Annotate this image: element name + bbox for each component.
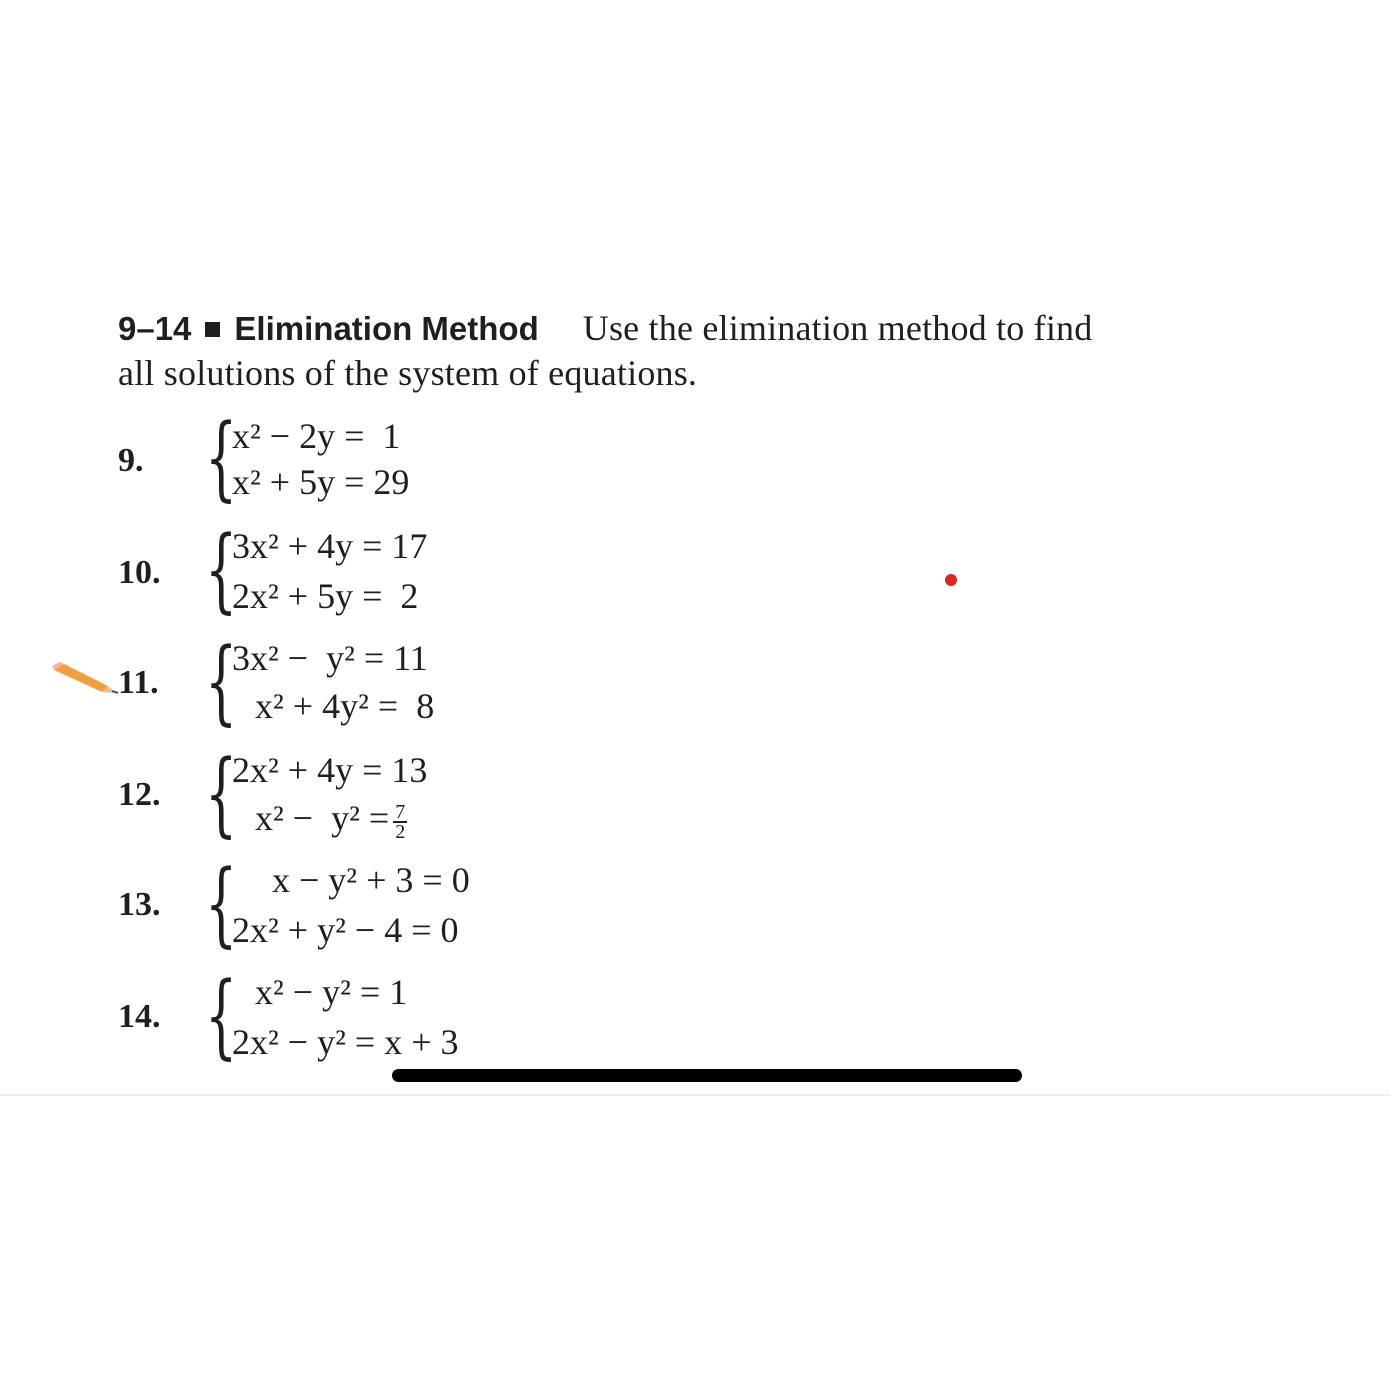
square-bullet-icon — [205, 322, 220, 337]
problem-number: 10. — [118, 554, 161, 591]
left-brace: { — [205, 850, 238, 957]
instruction-line-1: Use the elimination method to find — [582, 308, 1093, 348]
equation-2: 2x² + y² − 4 = 0 — [232, 910, 459, 950]
left-brace: { — [205, 628, 238, 735]
equation-2: 2x² + 5y = 2 — [232, 576, 419, 616]
problem-number: 11. — [118, 664, 159, 701]
equation-2: x² + 4y² = 8 — [255, 686, 435, 726]
problem-9 — [0, 404, 900, 516]
problem-14 — [0, 962, 900, 1072]
section-header — [118, 306, 1358, 395]
scroll-indicator[interactable] — [392, 1069, 1022, 1082]
problem-number: 13. — [118, 886, 161, 923]
equation-1: x² − y² = 1 — [255, 972, 408, 1012]
section-topic: Elimination Method — [234, 310, 539, 347]
left-brace: { — [205, 516, 238, 623]
exercise-range: 9–14 — [118, 310, 192, 347]
left-brace: { — [205, 404, 238, 511]
problem-12 — [0, 740, 900, 850]
fraction — [393, 800, 407, 843]
equation-1: x² − 2y = 1 — [232, 416, 401, 456]
problem-11 — [0, 628, 900, 738]
left-brace: { — [205, 962, 238, 1069]
fraction-numerator: 7 — [395, 800, 406, 823]
annotation-dot — [945, 574, 957, 586]
equation-2: x² + 5y = 29 — [232, 462, 410, 502]
equation-2-text: x² − y² = — [255, 798, 390, 838]
equation-1: 2x² + 4y = 13 — [232, 750, 428, 790]
fraction-denominator: 2 — [395, 820, 406, 843]
equation-2 — [255, 798, 407, 841]
divider — [0, 1094, 1391, 1096]
left-brace: { — [205, 740, 238, 847]
equation-1: x − y² + 3 = 0 — [272, 860, 470, 900]
equation-1: 3x² + 4y = 17 — [232, 526, 428, 566]
problem-13 — [0, 850, 900, 960]
problem-number: 9. — [118, 442, 144, 479]
problem-number: 12. — [118, 776, 161, 813]
pencil-icon — [50, 660, 120, 694]
instruction-line-2: all solutions of the system of equations. — [118, 353, 698, 393]
equation-2: 2x² − y² = x + 3 — [232, 1022, 459, 1062]
equation-1: 3x² − y² = 11 — [232, 638, 428, 678]
problem-number: 14. — [118, 998, 161, 1035]
problem-10 — [0, 516, 900, 626]
